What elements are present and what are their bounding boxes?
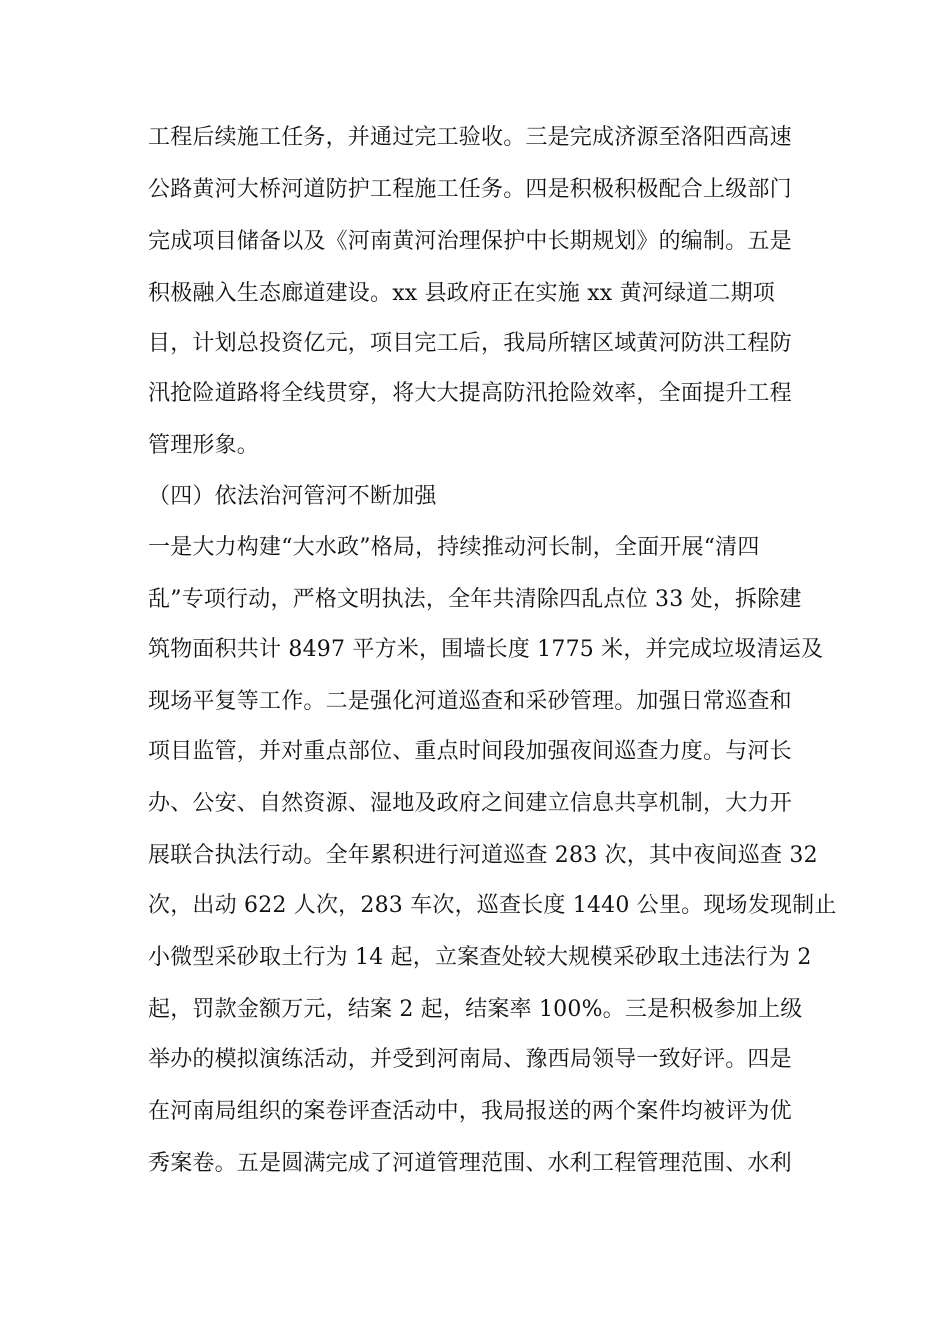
text-line: 项目监管，并对重点部位、重点时间段加强夜间巡查力度。与河长 [148, 739, 792, 764]
text-line: 工程后续施工任务，并通过完工验收。三是完成济源至洛阳西高速 [148, 125, 792, 150]
text-line: 完成项目储备以及《河南黄河治理保护中长期规划》的编制。五是 [148, 229, 792, 254]
text-line: 在河南局组织的案卷评查活动中，我局报送的两个案件均被评为优 [148, 1099, 792, 1124]
text-line: 次，出动 622 人次，283 车次，巡查长度 1440 公里。现场发现制止 [148, 893, 837, 918]
text-line: 积极融入生态廊道建设。xx 县政府正在实施 xx 黄河绿道二期项 [148, 281, 776, 306]
text-line: 筑物面积共计 8497 平方米，围墙长度 1775 米，并完成垃圾清运及 [148, 637, 824, 662]
text-line: 目，计划总投资亿元，项目完工后，我局所辖区域黄河防洪工程防 [148, 331, 792, 356]
text-line: 起，罚款金额万元，结案 2 起，结案率 100%。三是积极参加上级 [148, 997, 803, 1022]
text-line: 举办的模拟演练活动，并受到河南局、豫西局领导一致好评。四是 [148, 1047, 792, 1072]
text-line: 管理形象。 [148, 433, 260, 458]
text-line: 汛抢险道路将全线贯穿，将大大提高防汛抢险效率，全面提升工程 [148, 381, 792, 406]
text-line: 乱”专项行动，严格文明执法，全年共清除四乱点位 33 处，拆除建 [148, 587, 802, 612]
text-line: 现场平复等工作。二是强化河道巡查和采砂管理。加强日常巡查和 [148, 689, 792, 714]
section-heading: （四）依法治河管河不断加强 [148, 484, 437, 509]
text-line: 秀案卷。五是圆满完成了河道管理范围、水利工程管理范围、水利 [148, 1151, 792, 1176]
text-line: 一是大力构建“大水政”格局，持续推动河长制，全面开展“清四 [148, 535, 760, 560]
text-line: 展联合执法行动。全年累积进行河道巡查 283 次，其中夜间巡查 32 [148, 843, 818, 868]
text-line: 小微型采砂取土行为 14 起，立案查处较大规模采砂取土违法行为 2 [148, 945, 812, 970]
text-line: 公路黄河大桥河道防护工程施工任务。四是积极积极配合上级部门 [148, 177, 792, 202]
text-line: 办、公安、自然资源、湿地及政府之间建立信息共享机制，大力开 [148, 791, 792, 816]
